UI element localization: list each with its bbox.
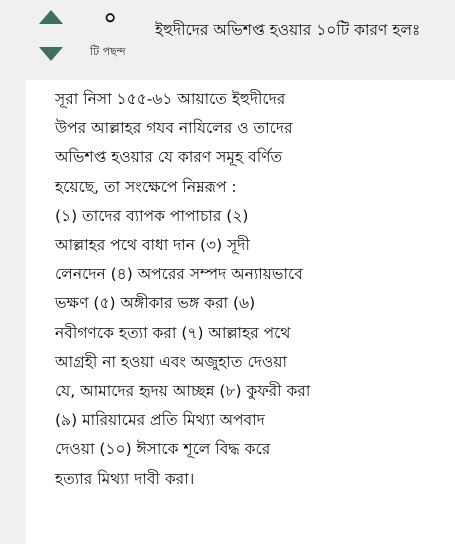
like-count: ০ — [104, 7, 117, 29]
body-line: উপর আল্লাহর গযব নাযিলের ও তাদের — [55, 119, 293, 138]
body-line: হত্যার মিথ্যা দাবী করা। — [55, 469, 195, 488]
upvote-triangle-up-icon[interactable] — [39, 10, 63, 24]
downvote-triangle-down-icon[interactable] — [39, 47, 63, 61]
body-line: (৯) মারিয়ামের প্রতি মিথ্যা অপবাদ — [55, 411, 265, 430]
body-line: লেনদেন (৪) অপরের সম্পদ অন্যায়ভাবে — [55, 265, 303, 284]
post-header — [0, 0, 455, 80]
body-line: আল্লাহর পথে বাধা দান (৩) সূদী — [55, 236, 250, 255]
like-label: টি পছন্দ — [90, 45, 126, 58]
body-line: অভিশপ্ত হওয়ার যে কারণ সমূহ বর্ণিত — [55, 148, 283, 167]
post-body-card — [26, 80, 451, 544]
body-line: দেওয়া (১০) ঈসাকে শূলে বিদ্ধ করে — [55, 440, 271, 459]
post-title: ইহুদীদের অভিশপ্ত হওয়ার ১০টি কারণ হলঃ — [155, 21, 421, 39]
post-body — [55, 85, 447, 494]
body-line: হয়েছে, তা সংক্ষেপে নিম্নরূপ : — [55, 177, 237, 196]
body-line: যে, আমাদের হৃদয় আচ্ছন্ন (৮) কুফরী করা — [55, 382, 311, 401]
body-line: (১) তাদের ব্যাপক পাপাচার (২) — [55, 206, 249, 225]
body-line: সূরা নিসা ১৫৫-৬১ আয়াতে ইহুদীদের — [55, 90, 286, 108]
body-line: আগ্রহী না হওয়া এবং অজুহাত দেওয়া — [55, 352, 287, 371]
body-line: ভক্ষণ (৫) অঙ্গীকার ভঙ্গ করা (৬) — [55, 294, 256, 313]
body-line: নবীগণকে হত্যা করা (৭) আল্লাহর পথে — [55, 323, 291, 342]
left-gutter — [0, 80, 26, 544]
